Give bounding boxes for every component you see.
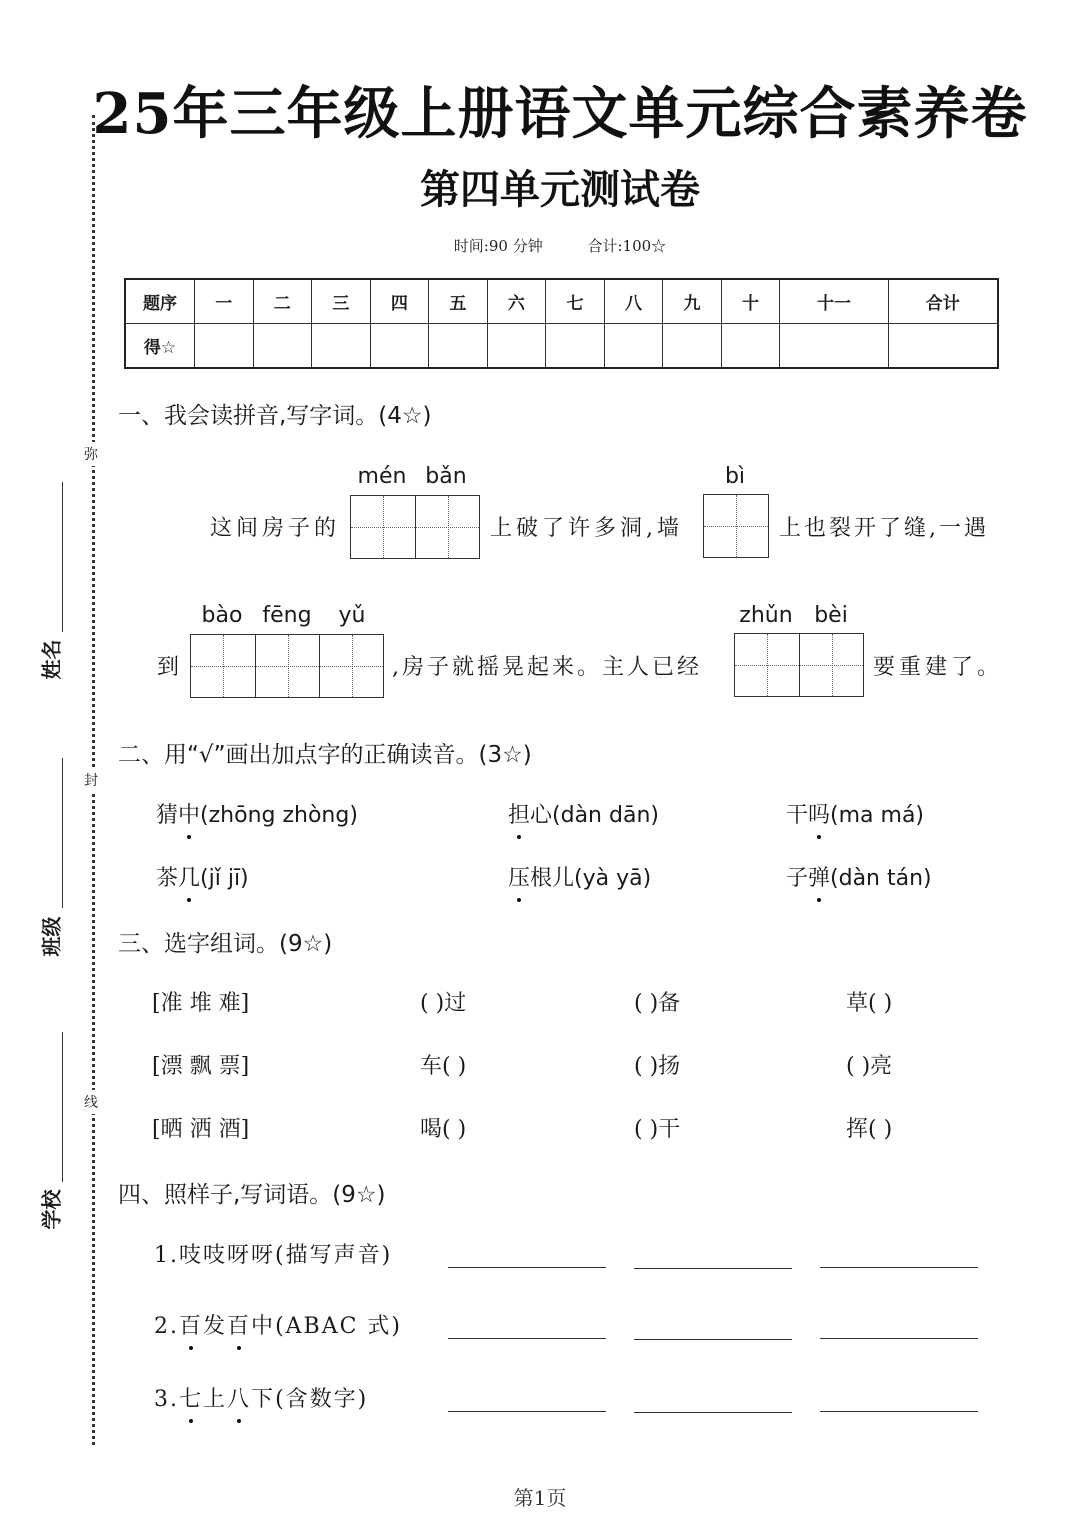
s4-dotted-char: 七 xyxy=(179,1382,203,1413)
score-cell[interactable] xyxy=(487,324,546,369)
seal-word-mi: 弥 xyxy=(84,442,98,466)
s4-example: 吱吱呀呀 xyxy=(179,1243,276,1268)
s4-item xyxy=(154,1309,402,1340)
s3-blank[interactable]: ( )干 xyxy=(634,1117,681,1142)
section2-heading: 二、用“√”画出加点字的正确读音。(3☆) xyxy=(118,742,532,768)
exam-meta xyxy=(0,235,1080,256)
class-field-label: 班级 xyxy=(39,916,64,957)
s4-hint: (ABAC 式) xyxy=(275,1314,402,1339)
s2-options[interactable]: (jǐ jī) xyxy=(200,866,249,891)
s2-options[interactable]: (dàn tán) xyxy=(830,866,932,891)
s4-answer-line[interactable] xyxy=(820,1338,978,1339)
section3-heading: 三、选字组词。(9☆) xyxy=(118,931,333,957)
s3-choices: [准 堆 难] xyxy=(152,991,250,1016)
score-table-score-row xyxy=(125,324,998,369)
score-cell[interactable] xyxy=(663,324,722,369)
school-field-label: 学校 xyxy=(39,1189,64,1230)
s3-blank[interactable]: 喝( ) xyxy=(420,1117,467,1142)
s4-num: 1. xyxy=(154,1243,179,1268)
s4-char: 中 xyxy=(251,1314,276,1339)
s4-answer-line[interactable] xyxy=(634,1339,792,1340)
s4-char: 发 xyxy=(203,1314,228,1339)
pinyin: zhǔn xyxy=(739,603,793,628)
pinyin: fēng xyxy=(262,603,312,628)
s4-answer-line[interactable] xyxy=(820,1411,978,1412)
tianzige-baofengyu[interactable] xyxy=(190,634,384,698)
s2-dotted-char: 几 xyxy=(178,861,200,892)
score-header-label: 题序 xyxy=(125,279,195,324)
s3-blank[interactable]: 车( ) xyxy=(420,1054,467,1079)
s3-blank[interactable]: ( )备 xyxy=(634,991,681,1016)
exam-time: 时间:90 分钟 xyxy=(453,237,543,255)
s2-item[interactable] xyxy=(156,798,358,829)
score-col: 合计 xyxy=(888,279,998,324)
score-cell[interactable] xyxy=(888,324,998,369)
s2-item[interactable] xyxy=(786,861,932,892)
tianzige-cell[interactable] xyxy=(415,496,479,558)
score-cell[interactable] xyxy=(370,324,429,369)
s4-answer-line[interactable] xyxy=(634,1412,792,1413)
s1-line2-pre: 到 xyxy=(157,655,184,680)
tianzige-cell[interactable] xyxy=(799,634,863,696)
s4-hint: (描写声音) xyxy=(275,1243,393,1268)
s4-char: 上 xyxy=(203,1387,228,1412)
tianzige-cell[interactable] xyxy=(351,496,415,558)
score-col: 八 xyxy=(604,279,663,324)
s3-choices: [晒 洒 酒] xyxy=(152,1117,250,1142)
tianzige-menban[interactable] xyxy=(350,495,480,559)
name-field-label: 姓名 xyxy=(39,639,64,680)
score-col: 三 xyxy=(312,279,371,324)
score-cell[interactable] xyxy=(312,324,371,369)
section1-heading: 一、我会读拼音,写字词。(4☆) xyxy=(118,403,432,429)
seal-word-xian: 线 xyxy=(84,1090,98,1114)
s2-item[interactable] xyxy=(508,798,659,829)
page-subtitle: 第四单元测试卷 xyxy=(420,166,700,213)
s2-word: 子 xyxy=(786,866,809,891)
s3-choices: [漂 飘 票] xyxy=(152,1054,250,1079)
score-col: 五 xyxy=(429,279,488,324)
s2-options[interactable]: (ma má) xyxy=(830,803,925,828)
s2-dotted-char: 担 xyxy=(508,798,530,829)
pinyin: mén xyxy=(357,464,407,489)
s1-line1-pre: 这间房子的 xyxy=(210,516,341,541)
s1-line2-mid: ,房子就摇晃起来。主人已经 xyxy=(392,655,702,680)
section4-heading: 四、照样子,写词语。(9☆) xyxy=(118,1182,386,1208)
score-cell[interactable] xyxy=(429,324,488,369)
s2-item[interactable] xyxy=(786,798,924,829)
s2-options[interactable]: (dàn dān) xyxy=(552,803,659,828)
s2-item[interactable] xyxy=(508,861,651,892)
s1-line1-post: 上也裂开了缝,一遇 xyxy=(779,516,989,541)
s2-options[interactable]: (yà yā) xyxy=(574,866,652,891)
tianzige-cell[interactable] xyxy=(191,635,255,697)
score-cell[interactable] xyxy=(546,324,605,369)
s2-word: 心 xyxy=(530,803,553,828)
seal-word-feng: 封 xyxy=(84,768,98,792)
s2-dotted-char: 吗 xyxy=(808,798,830,829)
s4-dotted-char: 百 xyxy=(227,1309,251,1340)
score-col: 六 xyxy=(487,279,546,324)
score-col: 七 xyxy=(546,279,605,324)
score-cell[interactable] xyxy=(604,324,663,369)
score-col: 一 xyxy=(195,279,254,324)
s4-answer-line[interactable] xyxy=(448,1267,606,1268)
s4-num: 2. xyxy=(154,1314,179,1339)
tianzige-cell[interactable] xyxy=(255,635,319,697)
score-col: 四 xyxy=(370,279,429,324)
s3-blank[interactable]: 草( ) xyxy=(846,991,893,1016)
s1-line1-mid: 上破了许多洞,墙 xyxy=(490,516,683,541)
score-table xyxy=(124,278,999,369)
tianzige-cell[interactable] xyxy=(735,634,799,696)
score-col: 十 xyxy=(721,279,780,324)
s4-char: 下 xyxy=(251,1387,276,1412)
s4-answer-line[interactable] xyxy=(634,1268,792,1269)
pinyin: bǎn xyxy=(425,464,467,489)
score-row-label: 得☆ xyxy=(125,324,195,369)
tianzige-cell[interactable] xyxy=(704,495,768,557)
score-col: 十一 xyxy=(780,279,888,324)
s4-item xyxy=(154,1238,392,1269)
s2-dotted-char: 中 xyxy=(178,798,200,829)
s3-blank[interactable]: ( )过 xyxy=(420,991,467,1016)
s1-line2-post: 要重建了。 xyxy=(873,655,1004,680)
score-cell[interactable] xyxy=(780,324,888,369)
tianzige-bi[interactable] xyxy=(703,494,769,558)
page-number: 第1页 xyxy=(513,1486,567,1510)
s3-blank[interactable]: ( )扬 xyxy=(634,1054,681,1079)
pinyin: bì xyxy=(724,464,746,489)
s4-answer-line[interactable] xyxy=(820,1267,978,1268)
s4-answer-line[interactable] xyxy=(448,1338,606,1339)
s2-options[interactable]: (zhōng zhòng) xyxy=(200,803,358,828)
score-cell[interactable] xyxy=(195,324,254,369)
s2-item[interactable] xyxy=(156,861,249,892)
score-cell[interactable] xyxy=(721,324,780,369)
score-cell[interactable] xyxy=(253,324,312,369)
s2-dotted-char: 压 xyxy=(508,861,530,892)
score-col: 九 xyxy=(663,279,722,324)
s4-dotted-char: 八 xyxy=(227,1382,251,1413)
score-table-header-row xyxy=(125,279,998,324)
score-col: 二 xyxy=(253,279,312,324)
exam-total: 合计:100☆ xyxy=(587,237,667,255)
s4-answer-line[interactable] xyxy=(448,1411,606,1412)
school-field-line[interactable] xyxy=(62,1032,63,1182)
s4-num: 3. xyxy=(154,1387,179,1412)
s3-blank[interactable]: 挥( ) xyxy=(846,1117,893,1142)
tianzige-cell[interactable] xyxy=(319,635,383,697)
s4-dotted-char: 百 xyxy=(179,1309,203,1340)
tianzige-zhunbei[interactable] xyxy=(734,633,864,697)
name-field-line[interactable] xyxy=(62,482,63,632)
pinyin: bèi xyxy=(814,603,848,628)
pinyin: bào xyxy=(201,603,243,628)
s2-word: 猜 xyxy=(156,803,179,828)
s2-word: 干 xyxy=(786,803,809,828)
s3-blank[interactable]: ( )亮 xyxy=(846,1054,893,1079)
s4-item xyxy=(154,1382,368,1413)
s2-word: 根儿 xyxy=(530,866,575,891)
s2-dotted-char: 弹 xyxy=(808,861,830,892)
s4-hint: (含数字) xyxy=(275,1387,369,1412)
pinyin: yǔ xyxy=(338,603,366,628)
class-field-line[interactable] xyxy=(62,758,63,908)
s2-word: 茶 xyxy=(156,866,179,891)
page-title: 25年三年级上册语文单元综合素养卷 xyxy=(92,81,1028,147)
